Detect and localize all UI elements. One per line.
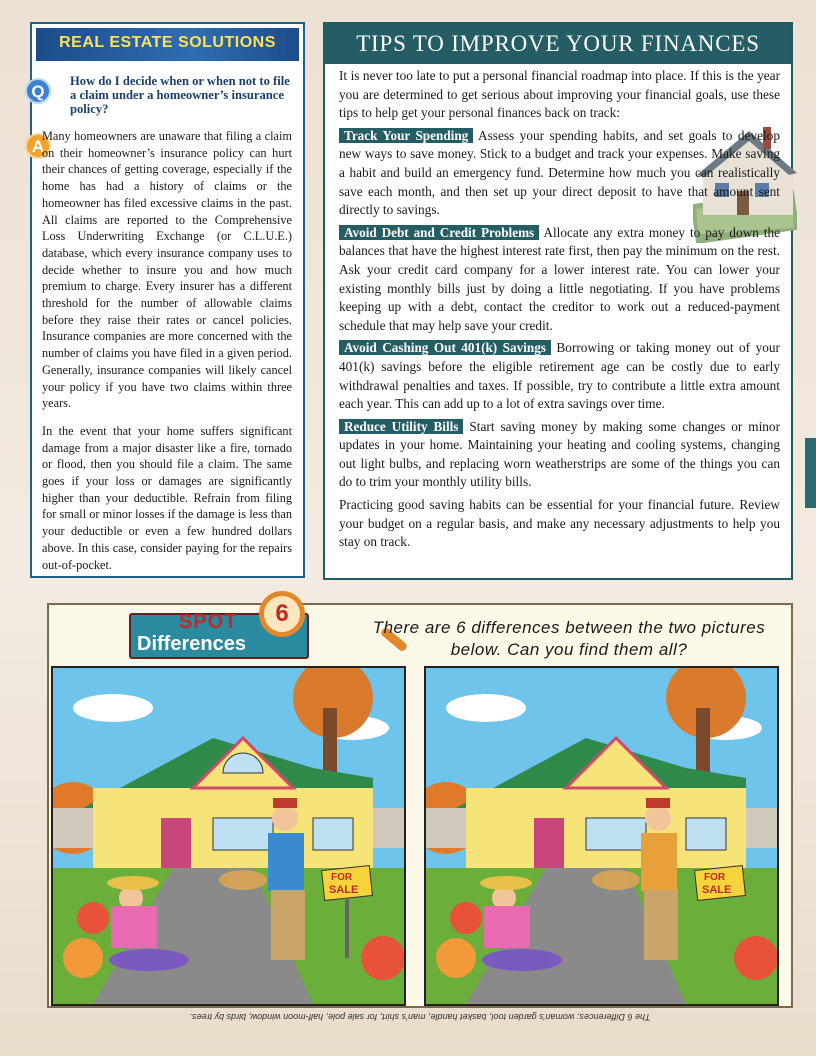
tips-panel bbox=[323, 22, 793, 580]
tip-reduce-utility bbox=[339, 418, 780, 492]
tips-header bbox=[325, 24, 791, 64]
for-sale-sign-right: FOR bbox=[704, 872, 726, 883]
real-estate-panel bbox=[30, 22, 305, 578]
side-tab bbox=[805, 438, 816, 508]
picture-left bbox=[51, 666, 406, 1006]
answer-paragraph-2: In the event that your home suffers significant damage from a major disaster like a fire, tornado or flood, then you should file a claim. The same goes if your loss or damages are significantly higher than your deductible. Refrain from filing for small or minor losses if the damage is less than your deductible or even a few hundred dollars above. In this case, consider paying for the repairs out-of-pocket. bbox=[42, 423, 292, 572]
tips-body bbox=[339, 67, 780, 556]
spot-differences-panel bbox=[47, 600, 793, 1008]
tip-label-avoid-debt: Avoid Debt and Credit Problems bbox=[339, 225, 539, 240]
spot-word: SPOT bbox=[179, 611, 238, 633]
answer-text bbox=[42, 128, 292, 584]
tip-text-avoid-401k: Borrowing or taking money out of your 401(k) savings before the eligible retirement age can be costly due to early withdrawal penalties and taxes. If possible, try to contribute a little extra amount each year. This can add up to a lot of extra savings over time. bbox=[339, 340, 780, 412]
question-text: How do I decide when or when not to file a claim under a homeowner’s insurance policy? bbox=[70, 74, 290, 116]
tip-track-spending bbox=[339, 127, 780, 220]
tip-text-track-spending: Assess your spending habits, and set goals to develop new ways to save money. Stick to a budget and track your expenses. Make saving a habit and build an emergency fund. Determine how much you can realistically save each month, and then set up your direct deposit to have that amount sent directly to savings. bbox=[339, 127, 780, 218]
for-sale-sign-left: FOR bbox=[331, 872, 353, 883]
tip-avoid-debt bbox=[339, 224, 780, 336]
tip-label-avoid-401k: Avoid Cashing Out 401(k) Savings bbox=[339, 340, 551, 355]
magnifier-icon: 6 bbox=[259, 591, 305, 637]
tip-text-avoid-debt: Allocate any extra money to pay down the balances that have the highest interest rate first, then pay the minimum on the rest. Ask your credit card company for a lower interest rate. You can lower your existing monthly bills just by doing a little negotiating. If you have problems keeping up with a debt, contact the creditor to work out a reduced-payment schedule that may help save your credit. bbox=[339, 224, 781, 333]
real-estate-title: REAL ESTATE SOLUTIONS bbox=[59, 34, 276, 51]
tip-text-reduce-utility: Start saving money by making some changes or minor updates in your home. Maintaining your heating and cooling systems, changing out light bulbs, and replacing worn weatherstrips are some of the things you can do to trim your monthly utility bills. bbox=[339, 418, 780, 490]
tip-label-track-spending: Track Your Spending bbox=[339, 128, 473, 143]
for-sale-sign-right-2: SALE bbox=[702, 884, 732, 896]
answer-badge: A bbox=[25, 133, 51, 159]
tips-intro: It is never too late to put a personal financial roadmap into place. If this is the year you are determined to get serious about improving your financial goals, use these tips to help get your personal finances back on track: bbox=[339, 68, 780, 121]
differences-word: Differences bbox=[137, 633, 246, 655]
answer-paragraph-1: Many homeowners are unaware that filing a claim on their homeowner’s insurance policy can hurt their chances of getting coverage, especially if the home has had a history of claims or the homeowner has filed excessive claims in the past. All claims are reported to the Comprehensive Loss Underwriting Exchange (or C.L.U.E.) database, which every insurance company uses to decide whether to insure you and how much premium to charge. Every insurer has a different threshold for the number of allowable claims before they raise their rates or cancel policies. Insurance companies are more concerned with the number of claims you have filed in a given period. Generally, insurance companies will likely cancel your policy if you have two claims within three years. bbox=[42, 129, 292, 411]
tips-closing: Practicing good saving habits can be essential for your financial future. Review your budget on a regular basis, and make any necessary adjustments to help you stay on track. bbox=[339, 497, 780, 550]
for-sale-sign-left-2: SALE bbox=[329, 884, 359, 896]
answer-key: The 6 Differences: woman’s garden tool, basket handle, man’s shirt, for sale pole, half-moon window, birds by trees. bbox=[189, 1012, 651, 1022]
tips-title: TIPS TO IMPROVE YOUR FINANCES bbox=[356, 31, 760, 56]
picture-right bbox=[424, 666, 779, 1006]
question-badge: Q bbox=[25, 78, 51, 104]
real-estate-header bbox=[36, 28, 299, 61]
spot-instruction: There are 6 differences between the two pictures below. Can you find them all? bbox=[372, 618, 766, 659]
tip-avoid-401k bbox=[339, 339, 780, 413]
tip-label-reduce-utility: Reduce Utility Bills bbox=[339, 419, 463, 434]
